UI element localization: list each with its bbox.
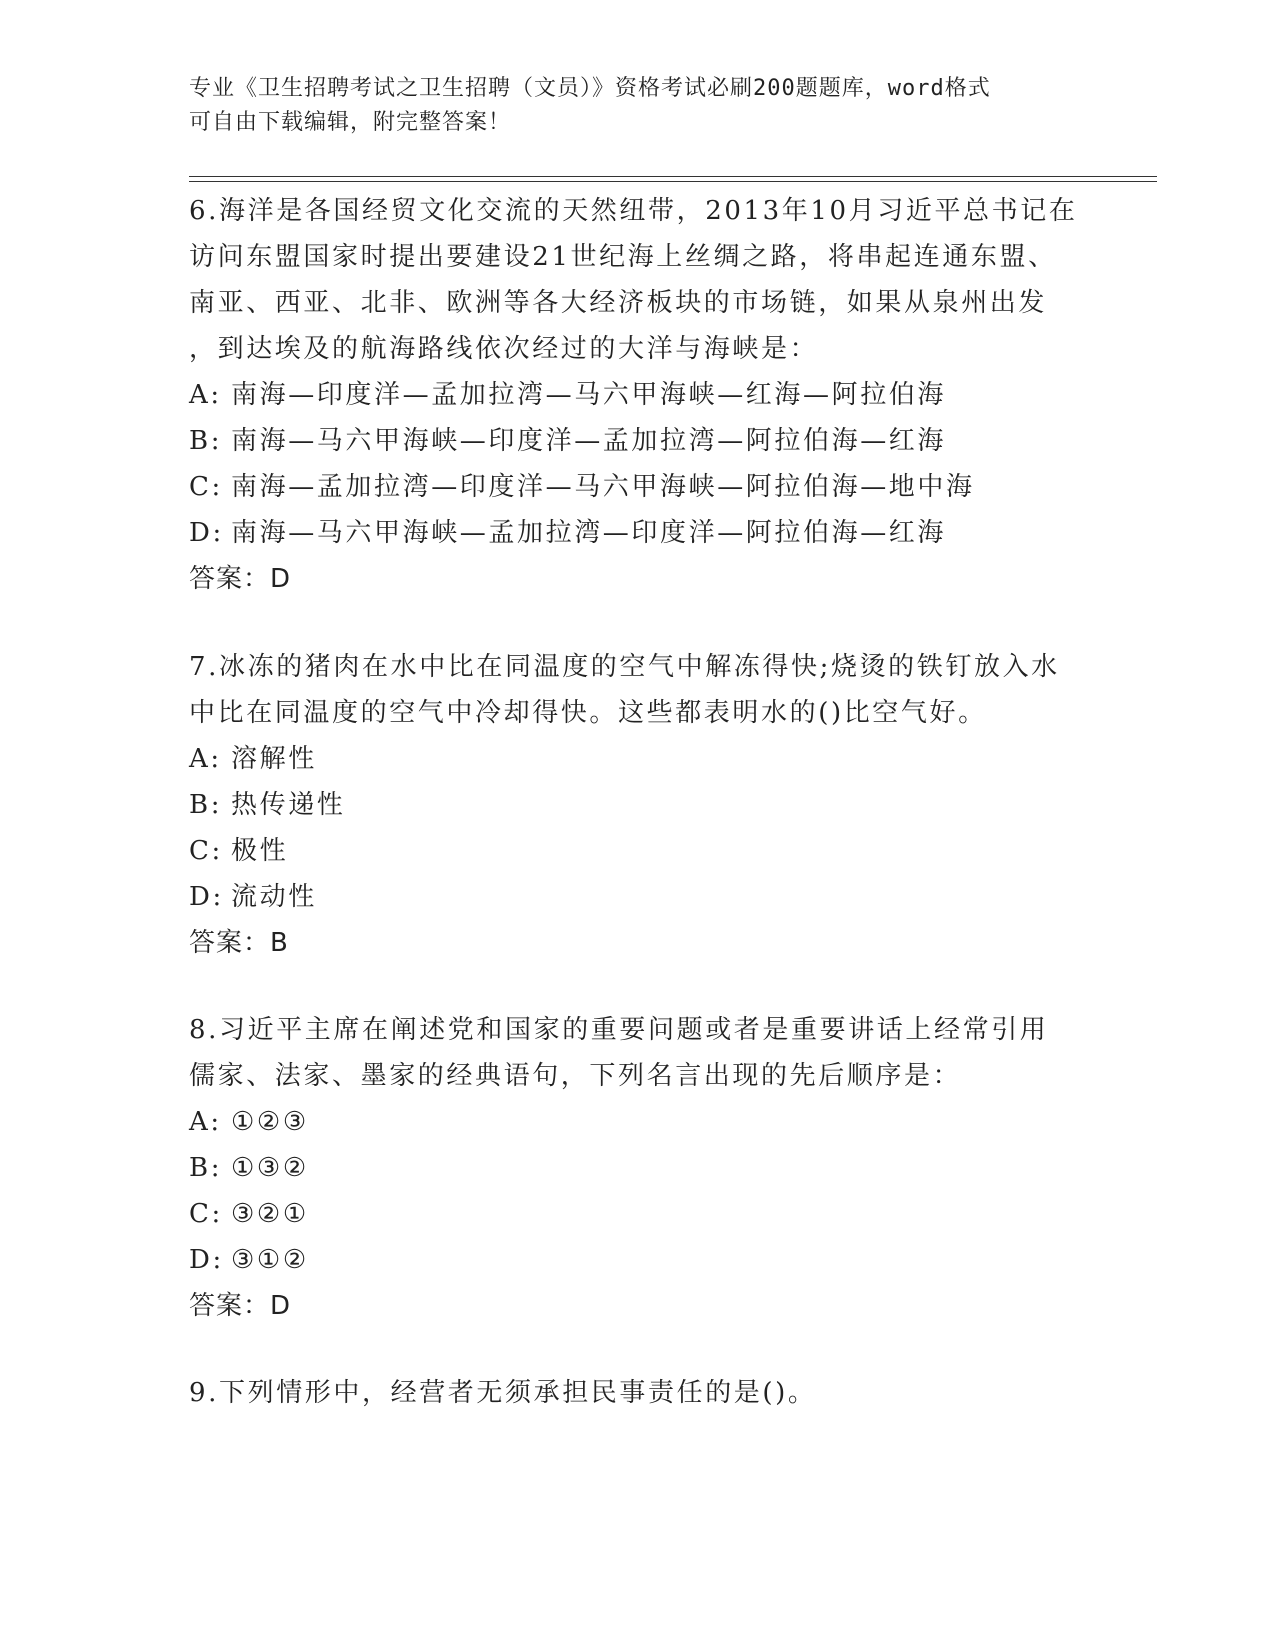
stem-line: ，到达埃及的航海路线依次经过的大洋与海峡是： bbox=[189, 334, 819, 364]
option-text: 南海—孟加拉湾—印度洋—马六甲海峡—阿拉伯海—地中海 bbox=[231, 472, 975, 502]
option-b bbox=[189, 418, 1089, 464]
option-b bbox=[189, 1145, 1089, 1191]
option-letter: D: bbox=[189, 882, 224, 912]
stem-line: 6.海洋是各国经贸文化交流的天然纽带，2013年10月习近平总书记在 bbox=[189, 196, 1078, 226]
option-letter: D: bbox=[189, 518, 224, 548]
option-letter: C: bbox=[189, 836, 223, 866]
question-stem bbox=[189, 1007, 1089, 1099]
option-letter: A: bbox=[189, 380, 222, 410]
question-6 bbox=[189, 188, 1089, 602]
option-text: 南海—印度洋—孟加拉湾—马六甲海峡—红海—阿拉伯海 bbox=[231, 380, 947, 410]
option-c bbox=[189, 828, 1089, 874]
question-stem bbox=[189, 644, 1089, 736]
option-text: ③①② bbox=[231, 1245, 309, 1275]
option-letter: C: bbox=[189, 472, 223, 502]
header-divider-top bbox=[189, 176, 1157, 177]
answer: 答案：D bbox=[189, 1291, 292, 1321]
question-9 bbox=[189, 1370, 1089, 1416]
option-a bbox=[189, 372, 1089, 418]
option-text: 溶解性 bbox=[231, 744, 317, 774]
option-text: ①③② bbox=[231, 1153, 309, 1183]
option-d bbox=[189, 874, 1089, 920]
option-d bbox=[189, 510, 1089, 556]
option-letter: C: bbox=[189, 1199, 223, 1229]
header-divider-bottom bbox=[189, 181, 1157, 182]
document-header bbox=[189, 72, 1089, 140]
option-letter: A: bbox=[189, 1107, 222, 1137]
option-letter: B: bbox=[189, 1153, 223, 1183]
stem-line: 儒家、法家、墨家的经典语句，下列名言出现的先后顺序是： bbox=[189, 1061, 962, 1091]
option-b bbox=[189, 782, 1089, 828]
option-text: 南海—马六甲海峡—孟加拉湾—印度洋—阿拉伯海—红海 bbox=[231, 518, 947, 548]
header-line-2: 可自由下载编辑，附完整答案！ bbox=[189, 110, 512, 135]
option-text: 极性 bbox=[231, 836, 289, 866]
header-line-1: 专业《卫生招聘考试之卫生招聘（文员）》资格考试必刷200题题库，word格式 bbox=[189, 76, 991, 101]
option-letter: D: bbox=[189, 1245, 224, 1275]
option-text: ①②③ bbox=[231, 1107, 309, 1137]
stem-line: 8.习近平主席在阐述党和国家的重要问题或者是重要讲话上经常引用 bbox=[189, 1015, 1049, 1045]
option-d bbox=[189, 1237, 1089, 1283]
option-c bbox=[189, 464, 1089, 510]
question-stem bbox=[189, 188, 1089, 372]
option-a bbox=[189, 1099, 1089, 1145]
option-letter: B: bbox=[189, 790, 223, 820]
stem-line: 中比在同温度的空气中冷却得快。这些都表明水的()比空气好。 bbox=[189, 698, 987, 728]
option-letter: B: bbox=[189, 426, 223, 456]
answer: 答案：D bbox=[189, 564, 292, 594]
question-8 bbox=[189, 1007, 1089, 1329]
option-text: 热传递性 bbox=[231, 790, 346, 820]
stem-line: 7.冰冻的猪肉在水中比在同温度的空气中解冻得快;烧烫的铁钉放入水 bbox=[189, 652, 1060, 682]
option-c bbox=[189, 1191, 1089, 1237]
question-stem bbox=[189, 1370, 1089, 1416]
stem-line: 访问东盟国家时提出要建设21世纪海上丝绸之路，将串起连通东盟、 bbox=[189, 242, 1057, 272]
answer: 答案：B bbox=[189, 928, 289, 958]
option-text: ③②① bbox=[231, 1199, 309, 1229]
stem-line: 南亚、西亚、北非、欧洲等各大经济板块的市场链，如果从泉州出发 bbox=[189, 288, 1048, 318]
option-text: 南海—马六甲海峡—印度洋—孟加拉湾—阿拉伯海—红海 bbox=[231, 426, 947, 456]
option-letter: A: bbox=[189, 744, 222, 774]
question-7 bbox=[189, 644, 1089, 966]
option-text: 流动性 bbox=[231, 882, 317, 912]
option-a bbox=[189, 736, 1089, 782]
stem-line: 9.下列情形中，经营者无须承担民事责任的是()。 bbox=[189, 1378, 817, 1408]
